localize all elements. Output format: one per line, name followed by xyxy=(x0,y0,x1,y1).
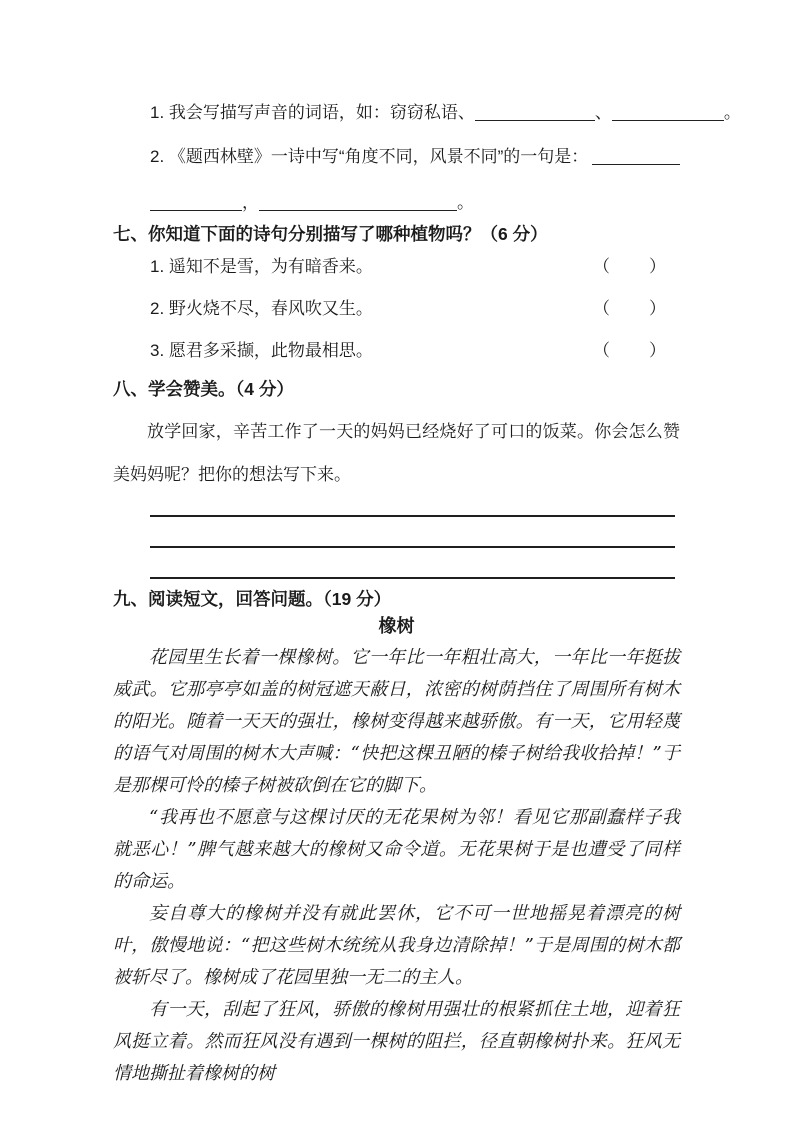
item-number: 2. xyxy=(150,299,165,318)
item-text: 我会写描写声音的词语，如：窃窃私语、 xyxy=(168,103,475,122)
plant-question-row xyxy=(113,340,680,362)
passage-title: 橡树 xyxy=(378,616,415,636)
poem-line: 野火烧不尽，春风吹又生。 xyxy=(168,299,373,318)
blank-line-1 xyxy=(475,106,595,121)
item-number: 1. xyxy=(150,257,165,276)
praise-prompt: 放学回家，辛苦工作了一天的妈妈已经烧好了可口的饭菜。你会怎么赞美妈妈呢？把你的想法写下来。 xyxy=(113,422,680,484)
blank-line-3 xyxy=(592,146,680,165)
passage-paragraphs xyxy=(113,642,680,1090)
fill-in-item-2-continuation xyxy=(113,192,680,214)
reading-passage xyxy=(113,610,680,1090)
item-number: 1. xyxy=(150,103,165,122)
bracket-open: （ xyxy=(593,257,610,276)
blank-line-4 xyxy=(150,196,242,211)
passage-paragraph: 妄自尊大的橡树并没有就此罢休，它不可一世地摇晃着漂亮的树叶，傲慢地说：“把这些树木统统从我身边清除掉！”于是周围的树木都被斩尽了。橡树成了花园里独一无二的主人。 xyxy=(113,903,680,988)
section-eight-heading: 八、学会赞美。（4 分） xyxy=(113,379,294,399)
period: 。 xyxy=(457,193,474,212)
page-content xyxy=(113,0,741,1122)
bracket-open: （ xyxy=(593,299,610,318)
answer-brackets xyxy=(593,340,666,362)
section-seven-heading: 七、你知道下面的诗句分别描写了哪种植物吗？（6 分） xyxy=(113,224,548,244)
passage-paragraph: “我再也不愿意与这棵讨厌的无花果树为邻！看见它那副蠢样子我就恶心！”脾气越来越大的橡树又命令道。无花果树于是也遭受了同样的命运。 xyxy=(113,807,680,892)
poem-line: 愿君多采撷，此物最相思。 xyxy=(168,341,373,360)
answer-line xyxy=(150,548,675,579)
plant-question-row xyxy=(113,256,680,278)
fill-in-item-1 xyxy=(113,102,741,124)
bracket-close: ） xyxy=(649,257,666,276)
blank-line-2 xyxy=(612,106,724,121)
poem-line: 遥知不是雪，为有暗香来。 xyxy=(168,257,373,276)
item-number: 3. xyxy=(150,341,165,360)
bracket-close: ） xyxy=(649,341,666,360)
answer-brackets xyxy=(593,298,666,320)
period: 。 xyxy=(723,103,741,122)
enumeration-comma: 、 xyxy=(594,103,612,122)
answer-lines xyxy=(150,486,675,579)
passage-paragraph: 有一天，刮起了狂风，骄傲的橡树用强壮的根紧抓住土地，迎着狂风挺立着。然而狂风没有遇到一棵树的阻拦，径直朝橡树扑来。狂风无情地撕扯着橡树的树 xyxy=(113,999,680,1084)
item-text xyxy=(150,146,588,168)
section-nine-heading: 九、阅读短文，回答问题。（19 分） xyxy=(113,589,392,609)
passage-paragraph: 花园里生长着一棵橡树。它一年比一年粗壮高大，一年比一年挺拔威武。它那亭亭如盖的树冠遮天蔽日，浓密的树荫挡住了周围所有树木的阳光。随着一天天的强壮，橡树变得越来越骄傲。有一天，它用轻蔑的语气对周围的树木大声喊：“快把这棵丑陋的榛子树给我收拾掉！”于是那棵可怜的榛子树被砍倒在它的脚下。 xyxy=(113,647,680,796)
item-question: 《题西林壁》一诗中写“角度不同，风景不同”的一句是： xyxy=(168,147,589,166)
answer-brackets xyxy=(593,256,666,278)
fill-in-item-2 xyxy=(113,146,680,168)
comma: ， xyxy=(242,193,259,212)
answer-line xyxy=(150,486,675,517)
bracket-open: （ xyxy=(593,341,610,360)
blank-line-5 xyxy=(259,196,457,211)
answer-line xyxy=(150,517,675,548)
bracket-close: ） xyxy=(649,299,666,318)
plant-question-row xyxy=(113,298,680,320)
item-number: 2. xyxy=(150,147,165,166)
